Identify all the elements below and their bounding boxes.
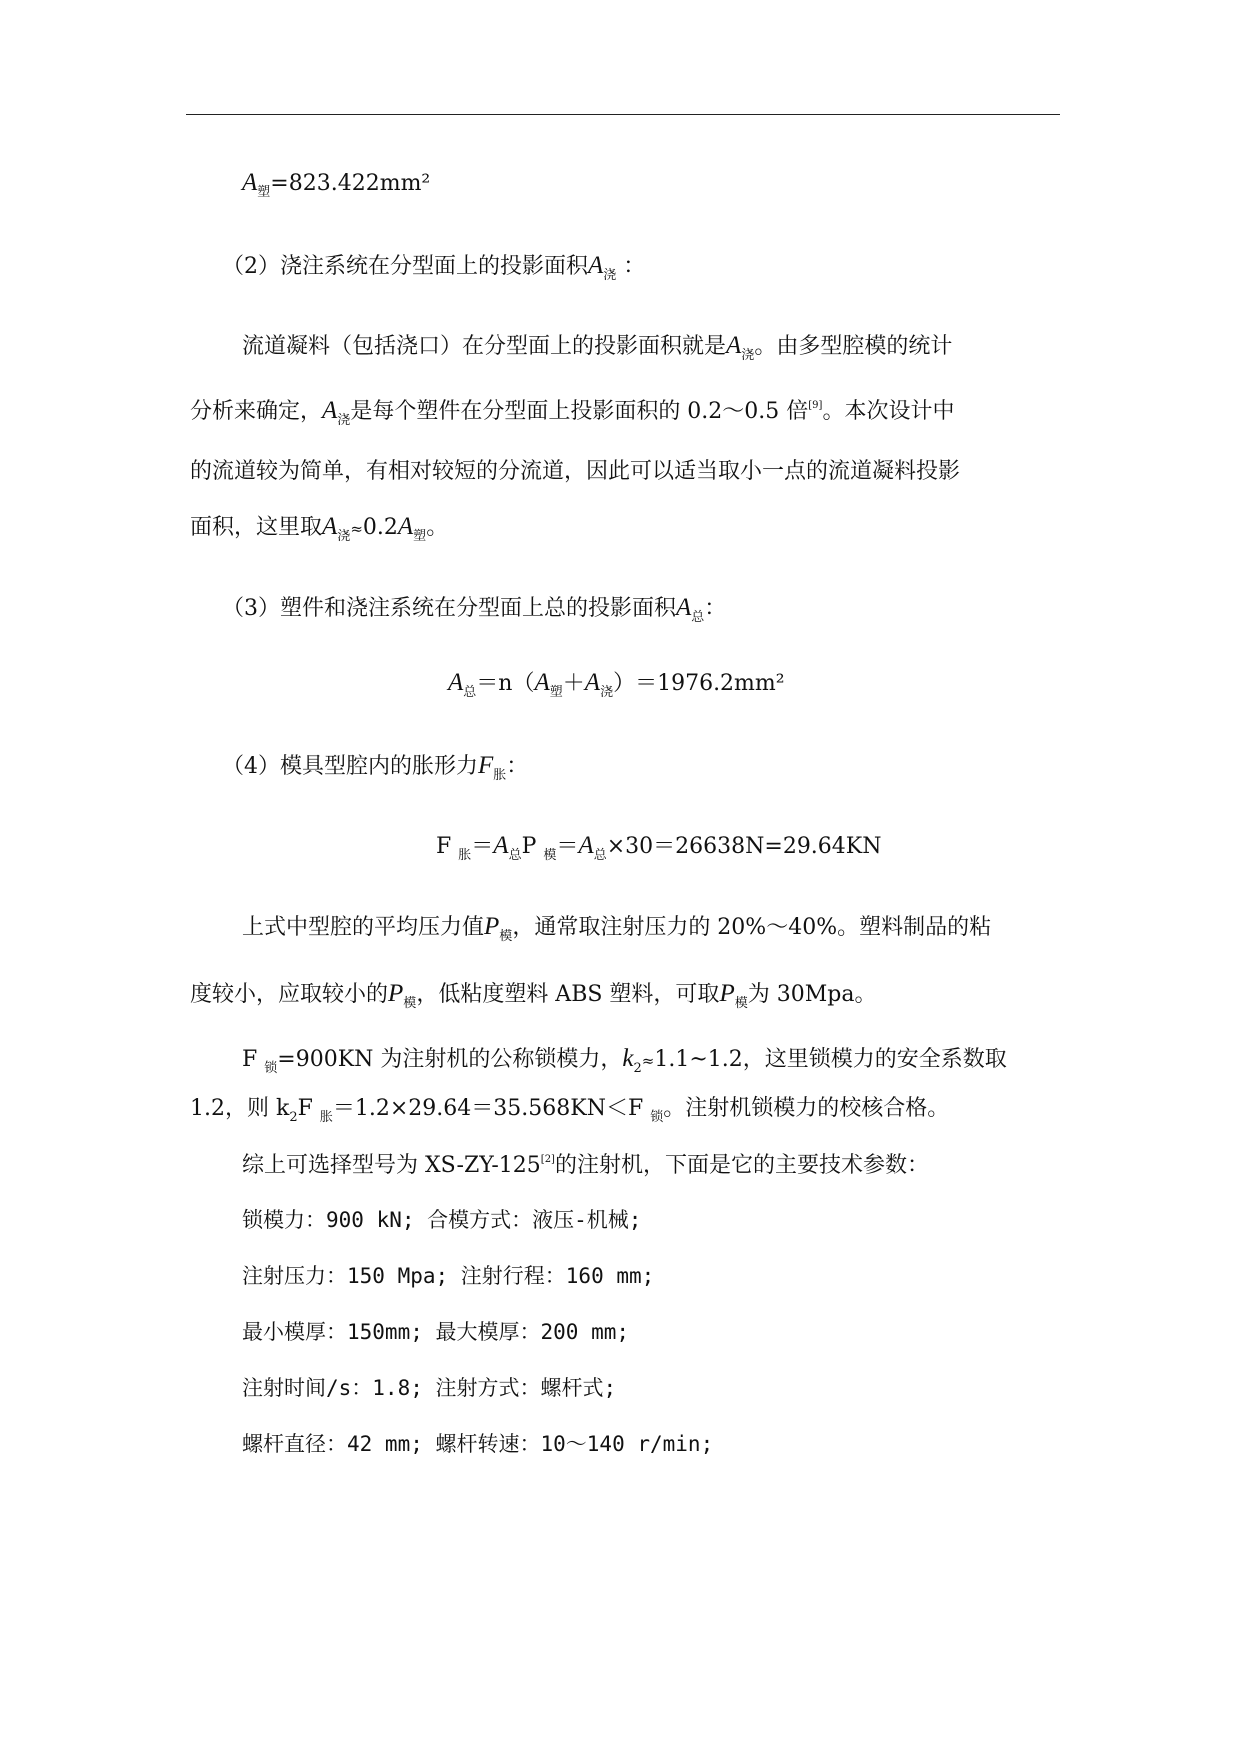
var-A: A bbox=[578, 832, 594, 859]
var-P: P bbox=[484, 913, 500, 940]
paragraph3-line-2 bbox=[190, 1098, 949, 1124]
item-3-colon: ： bbox=[704, 596, 727, 621]
paragraph-line-2 bbox=[190, 398, 954, 427]
subscript-2: 2 bbox=[289, 1110, 298, 1125]
text-segment: 为 30Mpa。 bbox=[747, 982, 877, 1007]
paragraph-line-1 bbox=[242, 333, 952, 362]
paragraph3-line-1 bbox=[242, 1046, 1007, 1075]
item-2-heading bbox=[222, 253, 645, 282]
var-A: A bbox=[397, 513, 414, 540]
paragraph2-line-2 bbox=[190, 981, 876, 1010]
text-segment: ＝ bbox=[471, 834, 494, 859]
var-A: A bbox=[676, 594, 692, 621]
header-rule bbox=[186, 114, 1060, 115]
approx-symbol: ≈ bbox=[641, 1052, 655, 1070]
citation-ref: [9] bbox=[808, 400, 823, 411]
subscript-jiao: 浇 bbox=[337, 413, 351, 428]
formula-total-area bbox=[448, 670, 785, 699]
text-segment: ＝1.2×29.64＝35.568KN＜F bbox=[332, 1096, 651, 1121]
machine-selection-line bbox=[242, 1155, 929, 1177]
var-A: A bbox=[726, 332, 742, 359]
subscript-zhang: 胀 bbox=[458, 848, 472, 863]
var-F: F bbox=[478, 752, 494, 779]
text-segment: 。注射机锁模力的校核合格。 bbox=[663, 1096, 950, 1121]
var-A: A bbox=[322, 513, 338, 540]
text-segment: ×30＝26638N=29.64KN bbox=[606, 834, 882, 859]
text-segment: 0.2 bbox=[362, 515, 398, 540]
subscript-jiao: 浇 bbox=[337, 529, 351, 544]
text-segment: 流道凝料（包括浇口）在分型面上的投影面积就是 bbox=[242, 334, 727, 359]
subscript-jiao: 浇 bbox=[741, 348, 755, 363]
text-segment: =900KN 为注射机的公称锁模力， bbox=[277, 1047, 623, 1072]
subscript-zong: 总 bbox=[508, 848, 522, 863]
text-segment: ，低粘度塑料 ABS 塑料，可取 bbox=[416, 982, 720, 1007]
formula-expansion-force bbox=[436, 833, 881, 862]
paragraph-line-3: 的流道较为简单，有相对较短的分流道，因此可以适当取小一点的流道凝料投影 bbox=[190, 459, 961, 484]
text-segment: F bbox=[297, 1096, 320, 1121]
subscript-suo: 锁 bbox=[650, 1110, 664, 1125]
paragraph-line-4 bbox=[190, 514, 448, 543]
subscript-mo: 模 bbox=[499, 929, 513, 944]
text-segment: 是每个塑件在分型面上投影面积的 0.2～0.5 倍 bbox=[350, 399, 809, 424]
text-segment: ＝n（ bbox=[476, 671, 535, 696]
area-plastic-value: =823.422mm² bbox=[270, 171, 431, 196]
item-4-colon: ： bbox=[506, 754, 529, 779]
text-segment: 。由多型腔模的统计 bbox=[754, 334, 953, 359]
subscript-2: 2 bbox=[633, 1061, 642, 1076]
subscript-zhang: 胀 bbox=[319, 1110, 333, 1125]
citation-ref: [2] bbox=[540, 1154, 555, 1165]
text-segment: F bbox=[242, 1047, 265, 1072]
item-2-text: （2）浇注系统在分型面上的投影面积 bbox=[222, 254, 588, 279]
param-line-mold-thickness: 最小模厚：150mm; 最大模厚：200 mm; bbox=[242, 1320, 630, 1344]
subscript-jiao: 浇 bbox=[603, 268, 617, 283]
subscript-su: 塑 bbox=[549, 685, 563, 700]
param-line-injection-pressure: 注射压力：150 Mpa; 注射行程：160 mm; bbox=[242, 1264, 655, 1288]
subscript-su: 塑 bbox=[257, 185, 271, 200]
text-segment: 上式中型腔的平均压力值 bbox=[242, 915, 485, 940]
text-segment: 1.1~1.2，这里锁模力的安全系数取 bbox=[654, 1047, 1007, 1072]
subscript-zong: 总 bbox=[463, 685, 477, 700]
var-k: k bbox=[622, 1045, 634, 1072]
param-line-injection-time: 注射时间/s：1.8; 注射方式：螺杆式; bbox=[242, 1376, 617, 1400]
item-3-heading bbox=[222, 595, 726, 624]
text-segment: ，通常取注射压力的 20%～40%。塑料制品的粘 bbox=[512, 915, 992, 940]
subscript-mo: 模 bbox=[403, 996, 417, 1011]
param-line-screw: 螺杆直径：42 mm; 螺杆转速：10～140 r/min; bbox=[242, 1432, 714, 1456]
subscript-mo: 模 bbox=[543, 848, 557, 863]
text-segment: ）＝1976.2mm² bbox=[613, 671, 785, 696]
item-4-heading bbox=[222, 753, 528, 782]
subscript-zong: 总 bbox=[593, 848, 607, 863]
area-plastic-result bbox=[242, 170, 430, 199]
var-A: A bbox=[534, 669, 550, 696]
var-A: A bbox=[493, 832, 509, 859]
text-segment: 度较小，应取较小的 bbox=[190, 982, 389, 1007]
var-P: P bbox=[719, 980, 735, 1007]
subscript-zong: 总 bbox=[691, 610, 705, 625]
text-segment: 面积，这里取 bbox=[190, 515, 323, 540]
approx-symbol: ≈ bbox=[350, 520, 363, 538]
var-A: A bbox=[588, 252, 604, 279]
text-segment: ＋ bbox=[562, 671, 585, 696]
text-segment: 综上可选择型号为 XS-ZY-125 bbox=[242, 1153, 541, 1178]
text-segment: 。 bbox=[426, 515, 449, 540]
item-4-text: （4）模具型腔内的胀形力 bbox=[222, 754, 478, 779]
text-segment: F bbox=[436, 834, 459, 859]
paragraph2-line-1 bbox=[242, 914, 991, 943]
var-A: A bbox=[242, 169, 258, 196]
subscript-jiao: 浇 bbox=[600, 685, 614, 700]
var-A: A bbox=[448, 669, 464, 696]
var-A: A bbox=[584, 669, 601, 696]
text-segment: 的注射机，下面是它的主要技术参数： bbox=[554, 1153, 929, 1178]
text-segment: 。本次设计中 bbox=[822, 399, 955, 424]
subscript-zhang: 胀 bbox=[493, 768, 507, 783]
text-segment: P bbox=[521, 834, 544, 859]
subscript-su: 塑 bbox=[413, 529, 427, 544]
text-segment: 1.2，则 k bbox=[190, 1096, 290, 1121]
var-A: A bbox=[322, 397, 338, 424]
var-P: P bbox=[388, 980, 404, 1007]
subscript-mo: 模 bbox=[734, 996, 748, 1011]
item-2-colon: ： bbox=[616, 254, 646, 279]
param-line-clamping: 锁模力：900 kN; 合模方式：液压-机械; bbox=[242, 1208, 642, 1232]
item-3-text: （3）塑件和浇注系统在分型面上总的投影面积 bbox=[222, 596, 676, 621]
text-segment: ＝ bbox=[556, 834, 579, 859]
text-segment: 分析来确定， bbox=[190, 399, 323, 424]
subscript-suo: 锁 bbox=[264, 1061, 278, 1076]
